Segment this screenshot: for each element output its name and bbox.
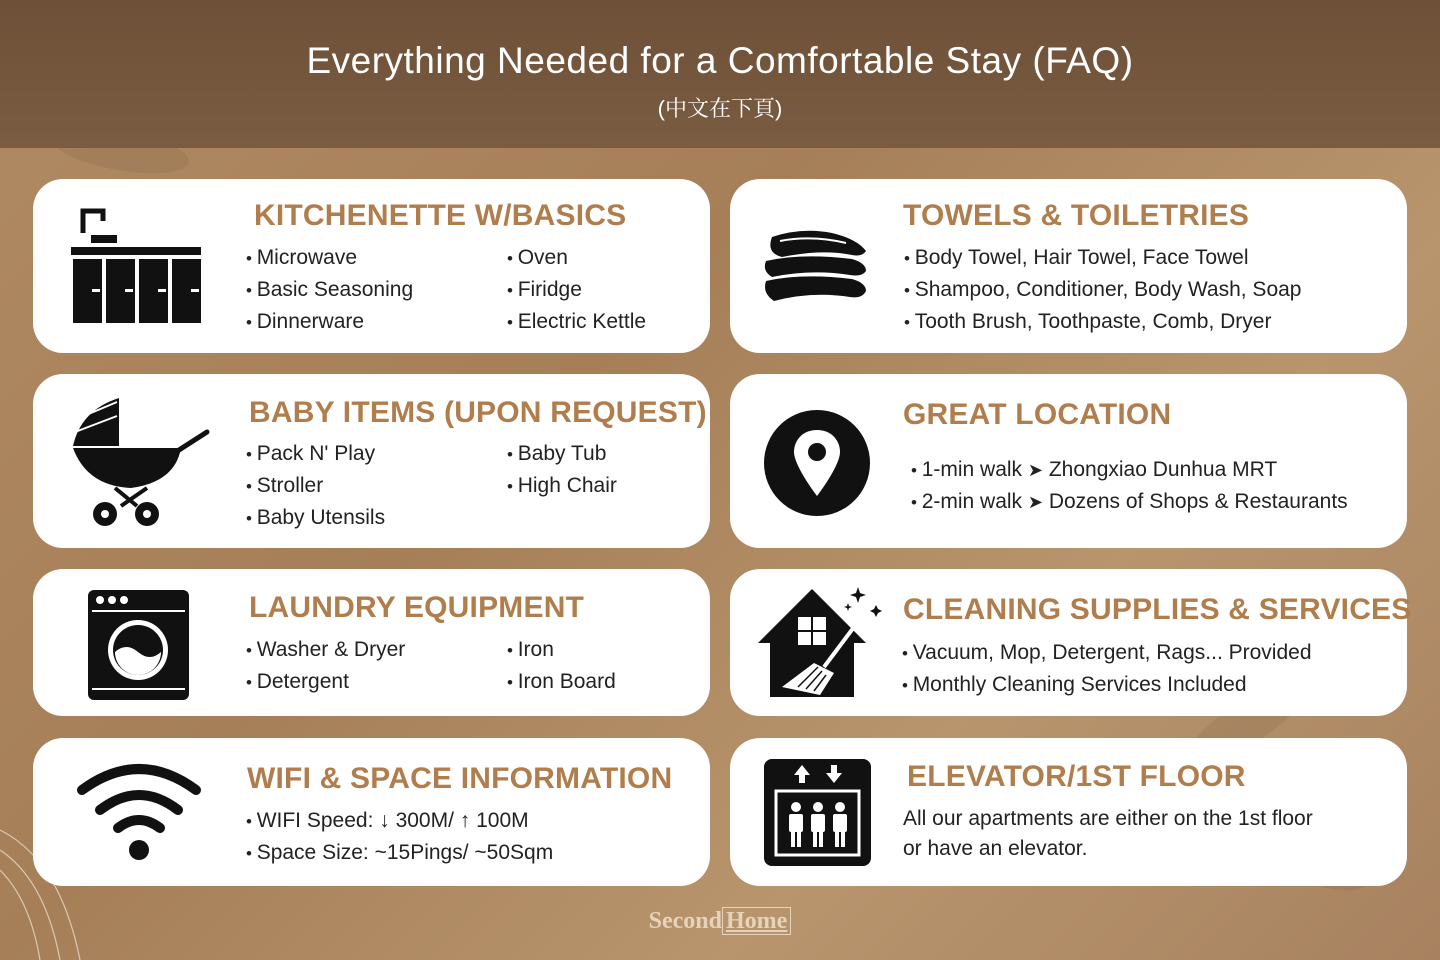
house-cleaning-icon xyxy=(758,583,888,701)
kitchenette-list-1 xyxy=(246,242,413,338)
list-item: • Baby Utensils xyxy=(246,502,385,534)
list-item: • Washer & Dryer xyxy=(246,634,405,666)
list-item xyxy=(911,486,1348,518)
list-item: • WIFI Speed: ↓ 300M/ ↑ 100M xyxy=(246,805,553,837)
kitchenette-title: KITCHENETTE W/BASICS xyxy=(254,199,627,232)
kitchenette-card xyxy=(33,179,710,353)
destination: Dozens of Shops & Restaurants xyxy=(1048,490,1348,513)
brand-text: Second xyxy=(648,908,723,934)
list-item: • Microwave xyxy=(246,242,413,274)
page-subtitle: (中文在下頁) xyxy=(657,96,783,121)
baby-stroller-icon xyxy=(71,398,211,528)
list-item: • Body Towel, Hair Towel, Face Towel xyxy=(904,242,1301,274)
list-item xyxy=(911,454,1348,486)
list-item: • Dinnerware xyxy=(246,306,413,338)
cleaning-list xyxy=(902,637,1312,701)
list-item: • Oven xyxy=(507,242,646,274)
laundry-card xyxy=(33,569,710,716)
brand-text-home: Home xyxy=(722,907,791,935)
wifi-icon xyxy=(76,762,202,862)
destination: Zhongxiao Dunhua MRT xyxy=(1048,458,1278,481)
page-title: Everything Needed for a Comfortable Stay (FAQ) xyxy=(306,40,1134,81)
wifi-title: WIFI & SPACE INFORMATION xyxy=(247,762,673,795)
cleaning-card xyxy=(730,569,1412,716)
elevator-icon xyxy=(764,759,871,866)
list-item: • Basic Seasoning xyxy=(246,274,413,306)
laundry-list-1 xyxy=(246,634,405,698)
location-pin-icon xyxy=(764,410,870,516)
brand-logo xyxy=(0,908,1440,935)
towels-list xyxy=(904,242,1301,338)
location-card xyxy=(730,374,1407,548)
list-item: • Firidge xyxy=(507,274,646,306)
elevator-card xyxy=(730,738,1407,886)
towels-title: TOWELS & TOILETRIES xyxy=(903,199,1250,232)
kitchenette-list-2 xyxy=(507,242,646,338)
wifi-card xyxy=(33,738,710,886)
list-item: • Baby Tub xyxy=(507,438,617,470)
arrow-icon: ➤ xyxy=(1027,460,1043,480)
list-item: • Tooth Brush, Toothpaste, Comb, Dryer xyxy=(904,306,1301,338)
baby-items-list-2 xyxy=(507,438,617,502)
kitchen-icon xyxy=(71,207,203,325)
baby-items-list-1 xyxy=(246,438,385,534)
page-header xyxy=(0,0,1440,148)
list-item: • Space Size: ~15Pings/ ~50Sqm xyxy=(246,837,553,869)
list-item: • High Chair xyxy=(507,470,617,502)
arrow-icon: ➤ xyxy=(1027,492,1043,512)
list-item: • Pack N' Play xyxy=(246,438,385,470)
towels-card xyxy=(730,179,1407,353)
towel-stack-icon xyxy=(762,227,872,303)
location-title: GREAT LOCATION xyxy=(903,398,1172,431)
elevator-title: ELEVATOR/1ST FLOOR xyxy=(907,760,1246,793)
baby-items-title: BABY ITEMS (UPON REQUEST) xyxy=(249,396,707,429)
list-item: • Electric Kettle xyxy=(507,306,646,338)
list-item: • Monthly Cleaning Services Included xyxy=(902,669,1312,701)
laundry-title: LAUNDRY EQUIPMENT xyxy=(249,591,585,624)
walk-time: 2-min walk xyxy=(921,490,1023,513)
cleaning-title: CLEANING SUPPLIES & SERVICES xyxy=(903,593,1412,626)
elevator-description xyxy=(903,804,1313,864)
list-item: • Iron xyxy=(507,634,616,666)
description-line: or have an elevator. xyxy=(903,837,1088,860)
laundry-list-2 xyxy=(507,634,616,698)
baby-items-card xyxy=(33,374,710,548)
wifi-list xyxy=(246,805,553,869)
location-list xyxy=(911,454,1348,518)
list-item: • Vacuum, Mop, Detergent, Rags... Provided xyxy=(902,637,1312,669)
list-item: • Detergent xyxy=(246,666,405,698)
list-item: • Stroller xyxy=(246,470,385,502)
walk-time: 1-min walk xyxy=(921,458,1023,481)
washing-machine-icon xyxy=(88,590,189,700)
list-item: • Shampoo, Conditioner, Body Wash, Soap xyxy=(904,274,1301,306)
list-item: • Iron Board xyxy=(507,666,616,698)
description-line: All our apartments are either on the 1st floor xyxy=(903,807,1313,830)
